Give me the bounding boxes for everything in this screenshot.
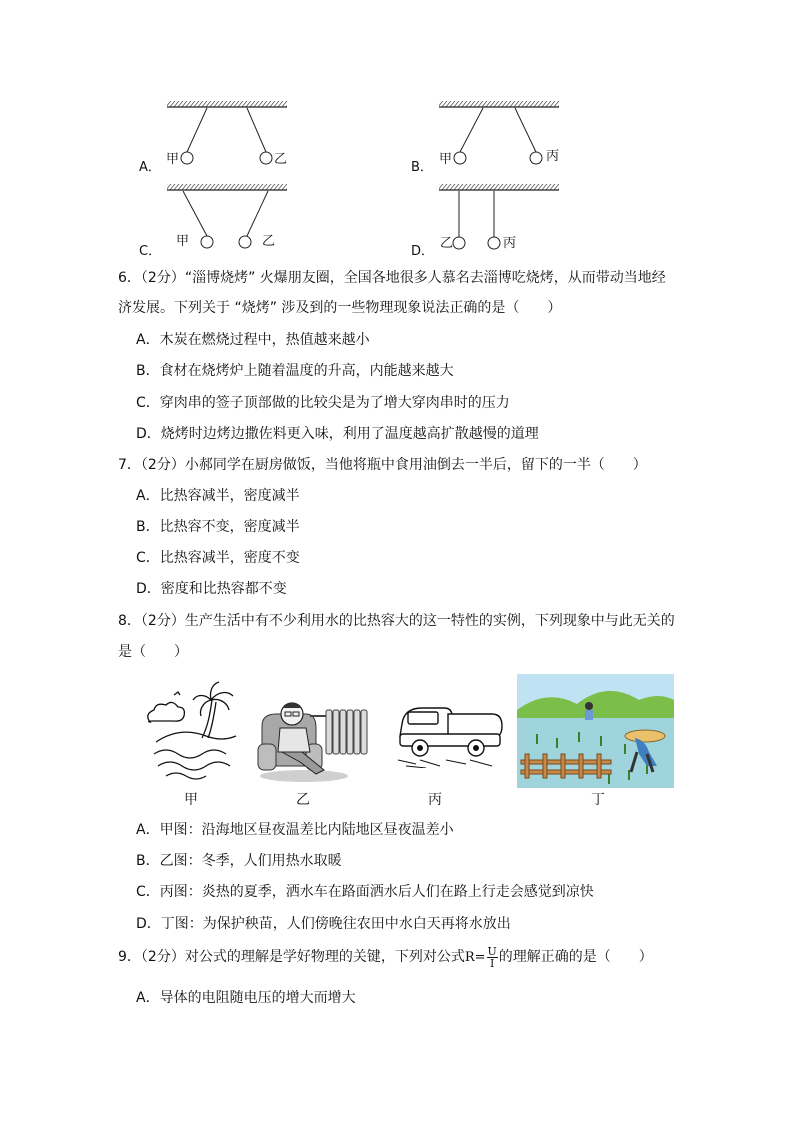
q8-caption-bing: 丙 [428, 792, 442, 808]
figure-c-right-label: 乙 [262, 234, 276, 249]
q6-option-c[interactable]: C．穿肉串的签子顶部做的比较尖是为了增大穿肉串时的压力 [136, 395, 510, 411]
ball-left [453, 237, 465, 249]
q7-option-d[interactable]: D．密度和比热容都不变 [136, 581, 287, 597]
q8-stem-line2: 是（ ） [118, 644, 188, 660]
q9-formula-lhs: R= [464, 950, 486, 965]
figure-d-right-label: 丙 [503, 236, 517, 251]
ball-left [201, 236, 213, 248]
q8-caption-yi: 乙 [296, 792, 310, 808]
q6-stem-line1: 6．（2分）“淄博烧烤” 火爆朋友圈，全国各地很多人慕名去淄博吃烧烤，从而带动当地经 [118, 270, 666, 286]
q8-option-d[interactable]: D．丁图：为保护秧苗，人们傍晚往农田中水白天再将水放出 [136, 916, 511, 932]
figure-b-letter: B． [411, 160, 433, 175]
q8-caption-ding: 丁 [591, 792, 605, 808]
q6-option-d[interactable]: D．烧烤时边烤边撒佐料更入味，利用了温度越高扩散越慢的道理 [136, 426, 539, 442]
q6-option-b[interactable]: B．食材在烧烤炉上随着温度的升高，内能越来越大 [136, 363, 454, 379]
ball-right [239, 236, 251, 248]
figure-d-left-label: 乙 [440, 236, 454, 251]
q7-option-b[interactable]: B．比热容不变，密度减半 [136, 519, 300, 535]
q9-formula-denominator: I [489, 956, 495, 970]
q8-option-b[interactable]: B．乙图：冬季，人们用热水取暖 [136, 853, 342, 869]
q9-stem-before: 9．（2分）对公式的理解是学好物理的关键，下列对公式 [118, 949, 465, 965]
q9-stem-after: 的理解正确的是（ ） [498, 949, 653, 965]
figure-ding-rice-paddy [517, 674, 674, 788]
q8-option-a[interactable]: A．甲图：沿海地区昼夜温差比内陆地区昼夜温差小 [136, 822, 454, 838]
figure-a-letter: A． [139, 160, 161, 175]
ceiling [439, 184, 559, 190]
q7-option-a[interactable]: A．比热容减半，密度减半 [136, 488, 300, 504]
ball-left [454, 152, 466, 164]
figure-a-pendulums [165, 98, 290, 168]
figure-a-right-label: 乙 [274, 152, 288, 167]
q7-option-c[interactable]: C．比热容减半，密度不变 [136, 550, 300, 566]
figure-d-pendulums [437, 181, 562, 253]
ceiling [167, 101, 287, 107]
q6-stem-line2: 济发展。下列关于 “烧烤” 涉及到的一些物理现象说法正确的是（ ） [118, 300, 562, 316]
ball-right [488, 237, 500, 249]
ball-right [530, 152, 542, 164]
figure-b-left-label: 甲 [439, 152, 453, 167]
figure-b-right-label: 丙 [546, 149, 560, 164]
ball-right [260, 152, 272, 164]
figure-jia-seaside [136, 680, 246, 780]
ceiling [167, 184, 287, 190]
figure-c-letter: C． [139, 244, 162, 259]
figure-c-left-label: 甲 [176, 234, 190, 249]
ball-left [181, 152, 193, 164]
q8-caption-jia: 甲 [184, 792, 198, 808]
figure-d-letter: D． [411, 244, 435, 259]
figure-yi-radiator [254, 692, 374, 784]
figure-bing-water-truck [396, 696, 508, 768]
q9-stem [118, 944, 653, 971]
figure-a-left-label: 甲 [166, 152, 180, 167]
q9-formula-fraction [487, 946, 498, 969]
q7-stem: 7．（2分）小郝同学在厨房做饭，当他将瓶中食用油倒去一半后，留下的一半（ ） [118, 457, 647, 473]
q9-formula-numerator: U [487, 944, 497, 958]
q9-option-a[interactable]: A．导体的电阻随电压的增大而增大 [136, 990, 356, 1006]
ceiling [439, 101, 559, 107]
figure-b-pendulums [437, 98, 562, 168]
q6-option-a[interactable]: A．木炭在燃烧过程中，热值越来越小 [136, 332, 370, 348]
q8-stem-line1: 8．（2分）生产生活中有不少利用水的比热容大的这一特性的实例，下列现象中与此无关的 [118, 613, 675, 629]
q8-option-c[interactable]: C．丙图：炎热的夏季，洒水车在路面洒水后人们在路上行走会感觉到凉快 [136, 884, 594, 900]
